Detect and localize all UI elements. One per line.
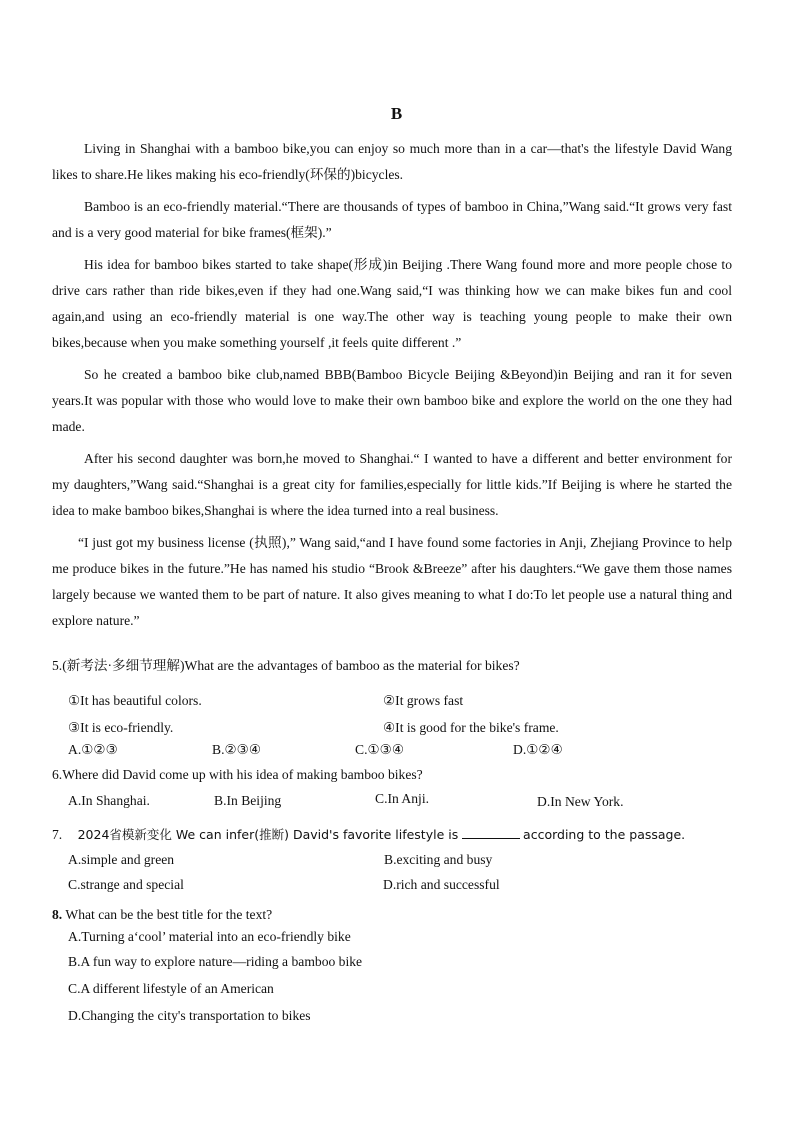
q8-option-b[interactable]: B.A fun way to explore nature—riding a bamboo bike	[68, 954, 363, 969]
q6-option-a[interactable]: A.In Shanghai.	[68, 793, 150, 808]
q5-item-4: ④It is good for the bike's frame.	[383, 720, 559, 735]
question-8-number: 8.	[52, 907, 63, 922]
question-5	[52, 656, 742, 676]
question-8-stem: What can be the best title for the text?	[65, 907, 273, 922]
reading-passage	[52, 136, 732, 640]
question-8	[52, 905, 742, 925]
question-7	[52, 825, 742, 845]
q7-option-d[interactable]: D.rich and successful	[383, 877, 500, 892]
paragraph-3: His idea for bamboo bikes started to take shape(形成)in Beijing .There Wang found more and more people chose to drive cars rather than ride bikes,even if they had one.Wang said,“I was thinking how we can make bikes fun and cool again,and using an eco-friendly material is one way.The other way is teaching young people to make their own bikes,because when you make something yourself ,it feels quite different .”	[52, 257, 732, 350]
paragraph-4: So he created a bamboo bike club,named BBB(Bamboo Bicycle Beijing &Beyond)in Beijing and ran it for seven years.It was popular with those who would love to make their own bamboo bike and explore the world on the one they had made.	[52, 367, 732, 434]
question-7-number: 7.	[52, 827, 63, 842]
question-6	[52, 765, 742, 785]
q5-option-a[interactable]: A.①②③	[68, 742, 118, 757]
q8-option-c[interactable]: C.A different lifestyle of an American	[68, 981, 274, 996]
section-title: B	[390, 104, 403, 123]
q6-option-d[interactable]: D.In New York.	[537, 794, 624, 809]
answer-blank[interactable]	[462, 826, 520, 839]
q8-option-a[interactable]: A.Turning a‘cool’ material into an eco-friendly bike	[68, 929, 351, 944]
paragraph-2: Bamboo is an eco-friendly material.“There are thousands of types of bamboo in China,”Wang said.“It grows very fast and is a very good material for bike frames(框架).”	[52, 199, 732, 240]
q6-option-b[interactable]: B.In Beijing	[214, 793, 282, 808]
q5-option-b[interactable]: B.②③④	[212, 742, 262, 757]
q5-item-3: ③It is eco-friendly.	[68, 720, 174, 735]
q6-option-c[interactable]: C.In Anji.	[375, 791, 430, 806]
question-6-stem: 6.Where did David come up with his idea of making bamboo bikes?	[52, 767, 423, 782]
paragraph-5: After his second daughter was born,he moved to Shanghai.“ I wanted to have a different and better environment for my daughters,”Wang said.“Shanghai is a great city for families,especially for little kids.”If Beijing is where he started the idea to make bamboo bikes,Shanghai is where the idea turned into a real business.	[52, 451, 732, 518]
q5-option-d[interactable]: D.①②④	[513, 742, 563, 757]
q5-option-c[interactable]: C.①③④	[355, 742, 405, 757]
paragraph-1: Living in Shanghai with a bamboo bike,you can enjoy so much more than in a car—that's the lifestyle David Wang likes to share.He likes making his eco-friendly(环保的)bicycles.	[52, 141, 732, 182]
question-7-stem-before: 2024省模新变化 We can infer(推断) David's favorite lifestyle is	[77, 827, 459, 842]
question-7-stem-after: according to the passage.	[523, 827, 686, 842]
paragraph-6: “I just got my business license (执照),” Wang said,“and I have found some factories in Anji, Zhejiang Province to help me produce bikes in the future.”He has named his studio “Brook &Breeze” after his daughters.“We gave them those names largely because we wanted them to be part of nature. It also gives meaning to what I do:To let people use a natural thing and explore nature.”	[52, 535, 732, 628]
q7-option-b[interactable]: B.exciting and busy	[384, 852, 493, 867]
q7-option-a[interactable]: A.simple and green	[68, 852, 175, 867]
q5-item-2: ②It grows fast	[383, 693, 464, 708]
q5-item-1: ①It has beautiful colors.	[68, 693, 202, 708]
q8-option-d[interactable]: D.Changing the city's transportation to bikes	[68, 1008, 311, 1023]
question-5-stem: 5.(新考法·多细节理解)What are the advantages of bamboo as the material for bikes?	[52, 658, 520, 673]
q7-option-c[interactable]: C.strange and special	[68, 877, 184, 892]
